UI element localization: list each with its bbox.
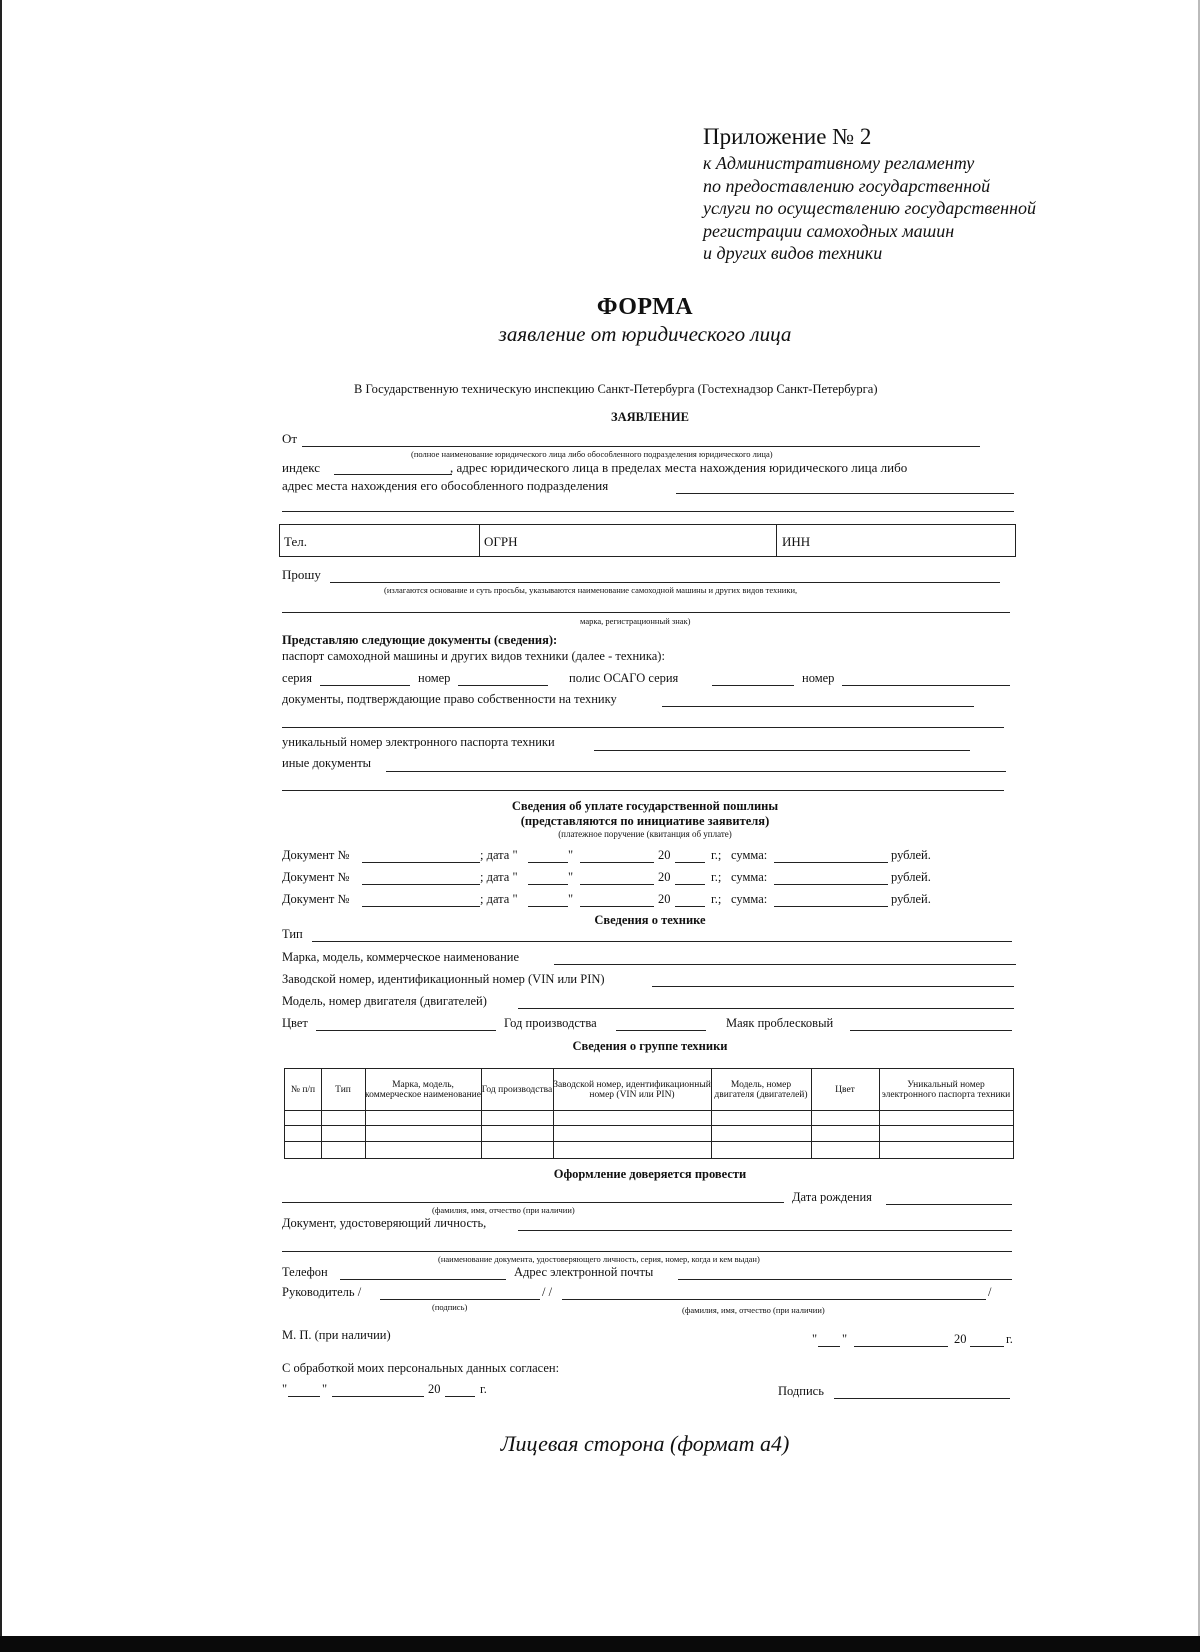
date-year-suffix: г. (1006, 1332, 1013, 1346)
fee-day-field[interactable] (528, 862, 568, 863)
vehicle-vin-field[interactable] (652, 986, 1014, 987)
request-hint-2: марка, регистрационный знак) (580, 616, 691, 626)
fee-year-suffix: г.; (711, 892, 722, 906)
consent-month-field[interactable] (332, 1396, 424, 1397)
index-label: индекс (282, 460, 321, 475)
contact-table-divider (776, 525, 777, 556)
vehicle-color-field[interactable] (316, 1030, 496, 1031)
head-separator: / / (542, 1285, 553, 1299)
request-label: Прошу (282, 567, 321, 582)
group-col-header: Заводской номер, идентификационный номер (VIN или PIN) (553, 1079, 711, 1100)
fee-heading: Сведения об уплате государственной пошлины (511, 799, 779, 813)
consent-day-field[interactable] (288, 1396, 320, 1397)
stamp-label: М. П. (при наличии) (282, 1328, 391, 1342)
date-year-prefix: 20 (954, 1332, 967, 1346)
request-field-2[interactable] (282, 612, 1010, 613)
appendix-title: Приложение № 2 (703, 124, 872, 149)
id-doc-field[interactable] (518, 1230, 1012, 1231)
vehicle-beacon-field[interactable] (850, 1030, 1012, 1031)
signature-label: Подпись (778, 1384, 824, 1398)
from-field[interactable] (302, 446, 980, 447)
fee-rub-label: рублей. (891, 870, 931, 884)
fee-hint: (платежное поручение (квитанция об уплате) (558, 829, 732, 839)
ownership-field[interactable] (662, 706, 974, 707)
fee-doc-number-field[interactable] (362, 884, 480, 885)
other-docs-field[interactable] (386, 771, 1006, 772)
osago-number-label: номер (802, 671, 835, 685)
documents-heading: Представляю следующие документы (сведения): (282, 633, 558, 647)
fee-subheading: (представляются по инициативе заявителя) (520, 814, 770, 828)
consent-year-prefix: 20 (428, 1382, 441, 1396)
fee-date-label: ; дата " (480, 870, 518, 884)
from-hint: (полное наименование юридического лица либо обособленного подразделения юридического лица) (411, 449, 773, 459)
consent-year-field[interactable] (445, 1396, 475, 1397)
vehicle-heading: Сведения о технике (594, 913, 706, 927)
date-month-field[interactable] (854, 1346, 948, 1347)
fee-date-label: ; дата " (480, 892, 518, 906)
phone-field[interactable] (340, 1279, 506, 1280)
address-field-2[interactable] (282, 511, 1014, 512)
id-doc-field-2[interactable] (282, 1251, 1012, 1252)
number-label: номер (418, 671, 451, 685)
other-docs-field-2[interactable] (282, 790, 1004, 791)
epassport-field[interactable] (594, 750, 970, 751)
appendix-block (703, 126, 1036, 265)
trustee-fio-hint: (фамилия, имя, отчество (при наличии) (432, 1205, 575, 1215)
fee-year-prefix: 20 (658, 870, 671, 884)
fee-quote: " (568, 870, 574, 884)
email-field[interactable] (678, 1279, 1012, 1280)
fee-year-suffix: г.; (711, 870, 722, 884)
group-col-header: Тип (335, 1084, 351, 1095)
trustee-heading: Оформление доверяется провести (553, 1167, 747, 1181)
email-label: Адрес электронной почты (514, 1265, 654, 1279)
vehicle-type-field[interactable] (312, 941, 1012, 942)
fee-year-field[interactable] (675, 906, 705, 907)
appendix-line: регистрации самоходных машин (703, 220, 955, 241)
fee-sum-field[interactable] (774, 906, 888, 907)
group-col-header: Марка, модель, коммерческое наименование (365, 1079, 481, 1100)
fee-month-field[interactable] (580, 906, 654, 907)
fee-doc-number-field[interactable] (362, 906, 480, 907)
fee-rub-label: рублей. (891, 848, 931, 862)
head-slash: / (988, 1285, 992, 1299)
fee-sum-label: сумма: (731, 892, 768, 906)
head-fio-hint: (фамилия, имя, отчество (при наличии) (682, 1305, 825, 1315)
vehicle-beacon-label: Маяк проблесковый (726, 1016, 834, 1030)
consent-label: С обработкой моих персональных данных согласен: (282, 1361, 560, 1375)
group-heading: Сведения о группе техники (572, 1039, 728, 1053)
passport-line: паспорт самоходной машины и других видов техники (далее - техника): (282, 649, 665, 663)
signature-field[interactable] (834, 1398, 1010, 1399)
ownership-label: документы, подтверждающие право собственности на технику (282, 692, 617, 706)
fee-year-suffix: г.; (711, 848, 722, 862)
index-field[interactable] (334, 474, 452, 475)
ownership-field-2[interactable] (282, 727, 1004, 728)
request-hint-1: (излагаются основание и суть просьбы, указываются наименование самоходной машины и других видов техники, (384, 585, 798, 595)
fee-rub-label: рублей. (891, 892, 931, 906)
phone-cell-label[interactable]: Тел. (284, 534, 307, 549)
id-doc-hint: (наименование документа, удостоверяющего личность, серия, номер, когда и кем выдан) (438, 1254, 760, 1264)
group-col-header: Год производства (481, 1084, 553, 1095)
document-title: ЗАЯВЛЕНИЕ (611, 410, 689, 424)
osago-series-label: полис ОСАГО серия (569, 671, 679, 685)
vehicle-engine-label: Модель, номер двигателя (двигателей) (282, 994, 487, 1008)
fee-quote: " (568, 848, 574, 862)
fee-date-label: ; дата " (480, 848, 518, 862)
birth-date-label: Дата рождения (792, 1190, 872, 1204)
head-label: Руководитель / (282, 1285, 362, 1299)
date-quote-open: " (812, 1332, 818, 1346)
fee-day-field[interactable] (528, 884, 568, 885)
fee-month-field[interactable] (580, 884, 654, 885)
fee-sum-label: сумма: (731, 870, 768, 884)
appendix-line: по предоставлению государственной (703, 175, 991, 196)
vehicle-make-field[interactable] (554, 964, 1016, 965)
appendix-line: услуги по осуществлению государственной (703, 198, 1037, 219)
address-text: , адрес юридического лица в пределах места нахождения юридического лица либо (450, 460, 908, 475)
address-line2: адрес места нахождения его обособленного подразделения (282, 478, 609, 493)
series-label: серия (282, 671, 312, 685)
consent-year-suffix: г. (480, 1382, 487, 1396)
group-col-header: Уникальный номер электронного паспорта техники (881, 1079, 1011, 1100)
vehicle-type-label: Тип (282, 927, 303, 941)
contact-table (279, 524, 1016, 557)
epassport-label: уникальный номер электронного паспорта техники (282, 735, 555, 749)
group-table-row-divider (285, 1110, 1013, 1111)
group-col-header: Модель, номер двигателя (двигателей) (714, 1079, 808, 1100)
group-col-header: № п/п (290, 1084, 316, 1095)
fee-doc-number-field[interactable] (362, 862, 480, 863)
fee-year-prefix: 20 (658, 848, 671, 862)
appendix-line: к Административному регламенту (703, 153, 975, 173)
id-doc-label: Документ, удостоверяющий личность, (282, 1216, 487, 1230)
vehicle-make-label: Марка, модель, коммерческое наименование (282, 950, 519, 964)
osago-series-field[interactable] (712, 685, 794, 686)
fee-year-prefix: 20 (658, 892, 671, 906)
other-docs-label: иные документы (282, 756, 372, 770)
group-table-row-divider (285, 1141, 1013, 1142)
number-field[interactable] (458, 685, 548, 686)
ogrn-cell-label[interactable]: ОГРН (484, 534, 518, 549)
from-label: От (282, 431, 298, 446)
fee-year-field[interactable] (675, 862, 705, 863)
fee-year-field[interactable] (675, 884, 705, 885)
date-year-field[interactable] (970, 1346, 1004, 1347)
contact-table-divider (479, 525, 480, 556)
address-field[interactable] (676, 493, 1014, 494)
head-fio-field[interactable] (562, 1299, 986, 1300)
birth-date-field[interactable] (886, 1204, 1012, 1205)
fee-sum-field[interactable] (774, 862, 888, 863)
vehicle-engine-field[interactable] (518, 1008, 1014, 1009)
request-field[interactable] (330, 582, 1000, 583)
head-signature-field[interactable] (380, 1299, 540, 1300)
signature-hint: (подпись) (432, 1302, 468, 1312)
fee-doc-label: Документ № (282, 870, 350, 884)
fee-doc-label: Документ № (282, 892, 350, 906)
group-col-header: Цвет (835, 1084, 855, 1095)
scan-edge-bottom (0, 1636, 1200, 1652)
form-subtitle: заявление от юридического лица (498, 322, 792, 346)
fee-day-field[interactable] (528, 906, 568, 907)
form-title: ФОРМА (596, 294, 694, 320)
vehicle-color-label: Цвет (282, 1016, 308, 1030)
date-quote-close: " (842, 1332, 848, 1346)
fee-quote: " (568, 892, 574, 906)
footer-caption: Лицевая сторона (формат а4) (500, 1431, 790, 1456)
group-table (284, 1068, 1014, 1159)
consent-quote-open: " (282, 1382, 288, 1396)
date-day-field[interactable] (818, 1346, 840, 1347)
appendix-line: и других видов техники (703, 243, 883, 264)
vehicle-year-label: Год производства (504, 1016, 597, 1030)
vehicle-vin-label: Заводской номер, идентификационный номер (VIN или PIN) (282, 972, 605, 986)
group-table-row-divider (285, 1125, 1013, 1126)
addressee: В Государственную техническую инспекцию Санкт-Петербурга (Гостехнадзор Санкт-Петербурга) (354, 382, 878, 396)
fee-sum-field[interactable] (774, 884, 888, 885)
trustee-fio-field[interactable] (282, 1202, 784, 1203)
fee-month-field[interactable] (580, 862, 654, 863)
osago-number-field[interactable] (842, 685, 1010, 686)
fee-sum-label: сумма: (731, 848, 768, 862)
vehicle-year-field[interactable] (616, 1030, 706, 1031)
phone-label: Телефон (282, 1265, 328, 1279)
series-field[interactable] (320, 685, 410, 686)
consent-quote-close: " (322, 1382, 328, 1396)
fee-doc-label: Документ № (282, 848, 350, 862)
inn-cell-label[interactable]: ИНН (782, 534, 811, 549)
